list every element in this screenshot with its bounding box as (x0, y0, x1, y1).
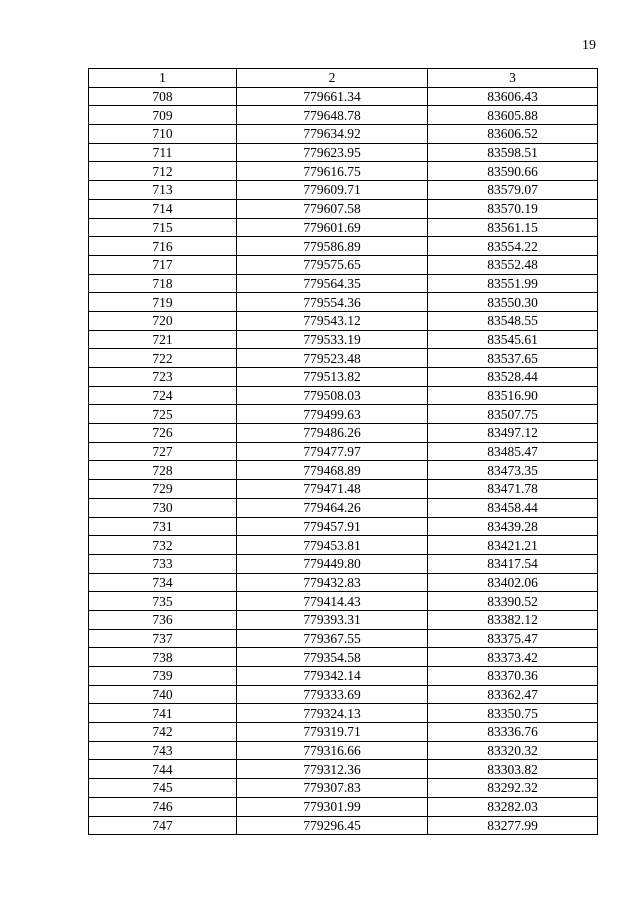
point-number-cell: 735 (89, 592, 237, 611)
y-coordinate-cell: 83370.36 (428, 667, 598, 686)
table-row (89, 293, 598, 312)
table-row (89, 685, 598, 704)
table-row (89, 592, 598, 611)
y-coordinate-cell: 83350.75 (428, 704, 598, 723)
table-row (89, 424, 598, 443)
point-number-cell: 730 (89, 498, 237, 517)
point-number-cell: 739 (89, 667, 237, 686)
y-coordinate-cell: 83390.52 (428, 592, 598, 611)
point-number-cell: 708 (89, 87, 237, 106)
point-number-cell: 718 (89, 274, 237, 293)
column-header: 3 (428, 69, 598, 88)
table-row (89, 741, 598, 760)
y-coordinate-cell: 83605.88 (428, 106, 598, 125)
x-coordinate-cell: 779499.63 (237, 405, 428, 424)
x-coordinate-cell: 779393.31 (237, 610, 428, 629)
y-coordinate-cell: 83537.65 (428, 349, 598, 368)
x-coordinate-cell: 779648.78 (237, 106, 428, 125)
x-coordinate-cell: 779333.69 (237, 685, 428, 704)
point-number-cell: 715 (89, 218, 237, 237)
point-number-cell: 722 (89, 349, 237, 368)
x-coordinate-cell: 779609.71 (237, 181, 428, 200)
x-coordinate-cell: 779543.12 (237, 311, 428, 330)
y-coordinate-cell: 83551.99 (428, 274, 598, 293)
coordinates-table (88, 68, 598, 835)
y-coordinate-cell: 83497.12 (428, 424, 598, 443)
x-coordinate-cell: 779575.65 (237, 255, 428, 274)
table-row (89, 125, 598, 144)
point-number-cell: 737 (89, 629, 237, 648)
y-coordinate-cell: 83336.76 (428, 723, 598, 742)
point-number-cell: 729 (89, 480, 237, 499)
y-coordinate-cell: 83402.06 (428, 573, 598, 592)
point-number-cell: 726 (89, 424, 237, 443)
y-coordinate-cell: 83548.55 (428, 311, 598, 330)
y-coordinate-cell: 83550.30 (428, 293, 598, 312)
x-coordinate-cell: 779307.83 (237, 779, 428, 798)
point-number-cell: 720 (89, 311, 237, 330)
table-row (89, 573, 598, 592)
y-coordinate-cell: 83590.66 (428, 162, 598, 181)
table-row (89, 330, 598, 349)
x-coordinate-cell: 779523.48 (237, 349, 428, 368)
y-coordinate-cell: 83473.35 (428, 461, 598, 480)
point-number-cell: 736 (89, 610, 237, 629)
y-coordinate-cell: 83439.28 (428, 517, 598, 536)
point-number-cell: 741 (89, 704, 237, 723)
y-coordinate-cell: 83579.07 (428, 181, 598, 200)
x-coordinate-cell: 779601.69 (237, 218, 428, 237)
table-row (89, 199, 598, 218)
x-coordinate-cell: 779432.83 (237, 573, 428, 592)
table-row (89, 162, 598, 181)
y-coordinate-cell: 83282.03 (428, 797, 598, 816)
y-coordinate-cell: 83606.52 (428, 125, 598, 144)
table-row (89, 349, 598, 368)
y-coordinate-cell: 83485.47 (428, 442, 598, 461)
y-coordinate-cell: 83303.82 (428, 760, 598, 779)
x-coordinate-cell: 779354.58 (237, 648, 428, 667)
x-coordinate-cell: 779564.35 (237, 274, 428, 293)
y-coordinate-cell: 83606.43 (428, 87, 598, 106)
x-coordinate-cell: 779453.81 (237, 536, 428, 555)
x-coordinate-cell: 779464.26 (237, 498, 428, 517)
point-number-cell: 745 (89, 779, 237, 798)
point-number-cell: 713 (89, 181, 237, 200)
x-coordinate-cell: 779319.71 (237, 723, 428, 742)
table-row (89, 517, 598, 536)
table-row (89, 386, 598, 405)
point-number-cell: 738 (89, 648, 237, 667)
point-number-cell: 719 (89, 293, 237, 312)
x-coordinate-cell: 779661.34 (237, 87, 428, 106)
y-coordinate-cell: 83417.54 (428, 554, 598, 573)
point-number-cell: 744 (89, 760, 237, 779)
x-coordinate-cell: 779477.97 (237, 442, 428, 461)
y-coordinate-cell: 83458.44 (428, 498, 598, 517)
point-number-cell: 732 (89, 536, 237, 555)
table-row (89, 816, 598, 835)
y-coordinate-cell: 83528.44 (428, 368, 598, 387)
table-row (89, 554, 598, 573)
y-coordinate-cell: 83516.90 (428, 386, 598, 405)
x-coordinate-cell: 779471.48 (237, 480, 428, 499)
table-row (89, 480, 598, 499)
table-row (89, 405, 598, 424)
point-number-cell: 743 (89, 741, 237, 760)
table-row (89, 87, 598, 106)
x-coordinate-cell: 779554.36 (237, 293, 428, 312)
table-row (89, 704, 598, 723)
table-row (89, 311, 598, 330)
x-coordinate-cell: 779296.45 (237, 816, 428, 835)
x-coordinate-cell: 779486.26 (237, 424, 428, 443)
x-coordinate-cell: 779316.66 (237, 741, 428, 760)
table-row (89, 181, 598, 200)
table-row (89, 237, 598, 256)
y-coordinate-cell: 83421.21 (428, 536, 598, 555)
table-row (89, 760, 598, 779)
table-row (89, 143, 598, 162)
point-number-cell: 717 (89, 255, 237, 274)
x-coordinate-cell: 779324.13 (237, 704, 428, 723)
x-coordinate-cell: 779508.03 (237, 386, 428, 405)
x-coordinate-cell: 779623.95 (237, 143, 428, 162)
point-number-cell: 714 (89, 199, 237, 218)
point-number-cell: 731 (89, 517, 237, 536)
y-coordinate-cell: 83471.78 (428, 480, 598, 499)
table-row (89, 442, 598, 461)
point-number-cell: 716 (89, 237, 237, 256)
x-coordinate-cell: 779342.14 (237, 667, 428, 686)
table-row (89, 255, 598, 274)
point-number-cell: 727 (89, 442, 237, 461)
table-row (89, 797, 598, 816)
y-coordinate-cell: 83373.42 (428, 648, 598, 667)
y-coordinate-cell: 83561.15 (428, 218, 598, 237)
x-coordinate-cell: 779449.80 (237, 554, 428, 573)
x-coordinate-cell: 779533.19 (237, 330, 428, 349)
y-coordinate-cell: 83320.32 (428, 741, 598, 760)
point-number-cell: 734 (89, 573, 237, 592)
table-row (89, 536, 598, 555)
x-coordinate-cell: 779616.75 (237, 162, 428, 181)
point-number-cell: 740 (89, 685, 237, 704)
point-number-cell: 710 (89, 125, 237, 144)
point-number-cell: 747 (89, 816, 237, 835)
point-number-cell: 709 (89, 106, 237, 125)
column-header: 2 (237, 69, 428, 88)
table-row (89, 274, 598, 293)
point-number-cell: 724 (89, 386, 237, 405)
y-coordinate-cell: 83362.47 (428, 685, 598, 704)
point-number-cell: 712 (89, 162, 237, 181)
table-row (89, 723, 598, 742)
y-coordinate-cell: 83598.51 (428, 143, 598, 162)
table-row (89, 498, 598, 517)
y-coordinate-cell: 83507.75 (428, 405, 598, 424)
point-number-cell: 746 (89, 797, 237, 816)
y-coordinate-cell: 83375.47 (428, 629, 598, 648)
x-coordinate-cell: 779607.58 (237, 199, 428, 218)
table-row (89, 610, 598, 629)
point-number-cell: 728 (89, 461, 237, 480)
point-number-cell: 725 (89, 405, 237, 424)
x-coordinate-cell: 779367.55 (237, 629, 428, 648)
point-number-cell: 711 (89, 143, 237, 162)
page-number: 19 (582, 38, 596, 53)
table-row (89, 218, 598, 237)
table-row (89, 629, 598, 648)
table-row (89, 106, 598, 125)
x-coordinate-cell: 779468.89 (237, 461, 428, 480)
y-coordinate-cell: 83277.99 (428, 816, 598, 835)
y-coordinate-cell: 83292.32 (428, 779, 598, 798)
table-row (89, 667, 598, 686)
point-number-cell: 733 (89, 554, 237, 573)
y-coordinate-cell: 83570.19 (428, 199, 598, 218)
x-coordinate-cell: 779634.92 (237, 125, 428, 144)
point-number-cell: 721 (89, 330, 237, 349)
table-row (89, 461, 598, 480)
point-number-cell: 723 (89, 368, 237, 387)
point-number-cell: 742 (89, 723, 237, 742)
y-coordinate-cell: 83382.12 (428, 610, 598, 629)
x-coordinate-cell: 779457.91 (237, 517, 428, 536)
x-coordinate-cell: 779301.99 (237, 797, 428, 816)
x-coordinate-cell: 779586.89 (237, 237, 428, 256)
y-coordinate-cell: 83552.48 (428, 255, 598, 274)
x-coordinate-cell: 779513.82 (237, 368, 428, 387)
table-body (89, 87, 598, 835)
table-row (89, 368, 598, 387)
y-coordinate-cell: 83545.61 (428, 330, 598, 349)
table-row (89, 779, 598, 798)
column-header: 1 (89, 69, 237, 88)
table-header-row (89, 69, 598, 88)
y-coordinate-cell: 83554.22 (428, 237, 598, 256)
x-coordinate-cell: 779414.43 (237, 592, 428, 611)
table-row (89, 648, 598, 667)
x-coordinate-cell: 779312.36 (237, 760, 428, 779)
